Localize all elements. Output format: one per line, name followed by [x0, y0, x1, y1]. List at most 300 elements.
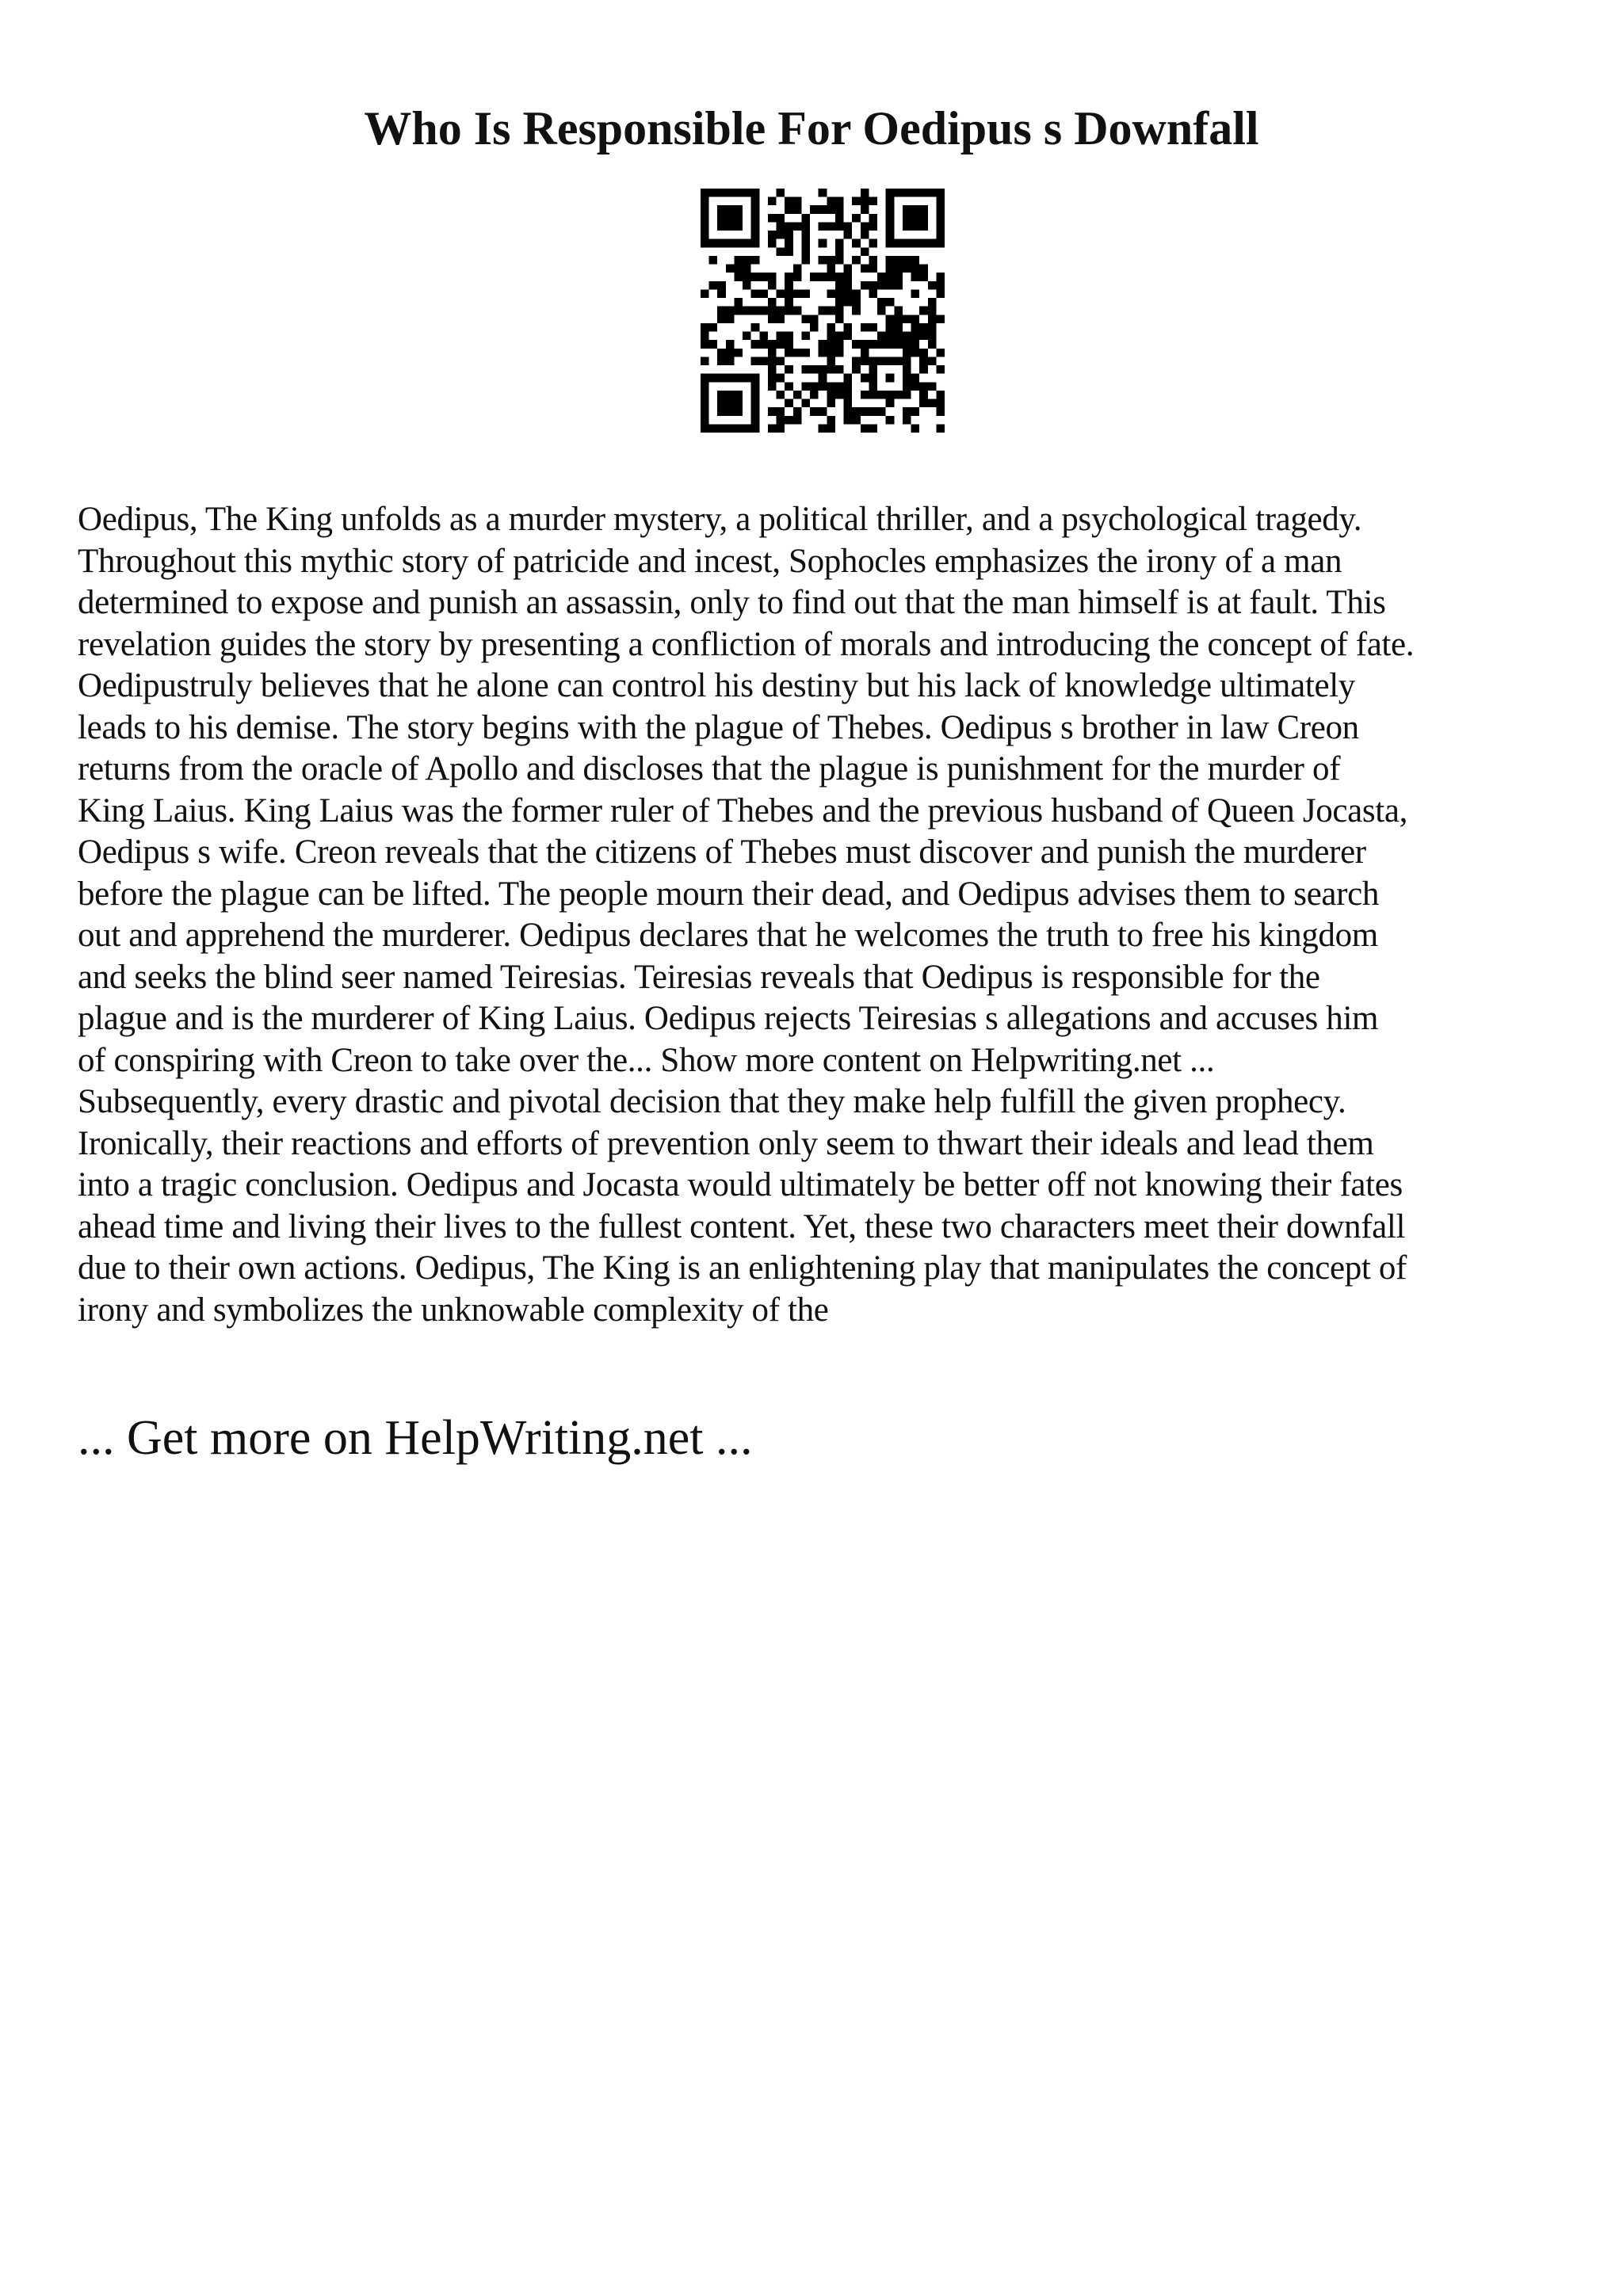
- qr-module: [936, 273, 945, 281]
- qr-module: [768, 374, 777, 383]
- qr-module: [768, 357, 777, 365]
- qr-module: [793, 407, 802, 416]
- qr-module: [911, 382, 920, 391]
- qr-module: [844, 265, 853, 273]
- qr-module: [701, 399, 709, 408]
- qr-module: [717, 281, 726, 290]
- qr-module: [709, 374, 718, 383]
- qr-module: [785, 307, 793, 315]
- qr-module: [936, 231, 945, 239]
- qr-module: [734, 214, 743, 223]
- qr-module: [785, 298, 793, 307]
- qr-module: [768, 315, 777, 323]
- qr-module: [928, 399, 937, 408]
- body-line: Throughout this mythic story of patricide and incest, Sophocles emphasizes the irony of a man: [78, 542, 1342, 580]
- qr-module: [936, 239, 945, 248]
- qr-module: [701, 197, 709, 206]
- qr-module: [869, 222, 877, 231]
- qr-module: [777, 374, 785, 383]
- qr-module: [886, 374, 895, 383]
- qr-module: [886, 222, 895, 231]
- qr-module: [777, 340, 785, 349]
- qr-module: [835, 315, 844, 323]
- qr-module: [801, 365, 810, 374]
- qr-module: [701, 222, 709, 231]
- qr-module: [827, 349, 835, 357]
- qr-module: [928, 382, 937, 391]
- qr-module: [903, 189, 911, 197]
- qr-module: [785, 222, 793, 231]
- qr-module: [835, 281, 844, 290]
- qr-module: [785, 239, 793, 248]
- qr-module: [919, 214, 928, 223]
- qr-module: [793, 205, 802, 214]
- qr-module: [827, 340, 835, 349]
- qr-module: [835, 391, 844, 399]
- qr-module: [726, 340, 735, 349]
- qr-module: [886, 205, 895, 214]
- qr-module: [819, 273, 827, 281]
- qr-module: [701, 407, 709, 416]
- qr-module: [759, 340, 768, 349]
- qr-module: [835, 365, 844, 374]
- qr-module: [726, 391, 735, 399]
- qr-module: [734, 407, 743, 416]
- qr-module: [768, 365, 777, 374]
- qr-module: [743, 273, 751, 281]
- qr-module: [751, 340, 760, 349]
- qr-module: [928, 307, 937, 315]
- qr-module: [919, 382, 928, 391]
- qr-module: [852, 197, 861, 206]
- qr-module: [894, 323, 903, 332]
- qr-module: [827, 273, 835, 281]
- qr-module: [785, 205, 793, 214]
- qr-module: [810, 391, 819, 399]
- qr-module: [793, 197, 802, 206]
- qr-module: [819, 365, 827, 374]
- qr-module: [777, 357, 785, 365]
- qr-module: [777, 424, 785, 433]
- qr-module: [734, 399, 743, 408]
- qr-module: [919, 205, 928, 214]
- qr-module: [785, 247, 793, 256]
- qr-module: [801, 349, 810, 357]
- qr-module: [734, 189, 743, 197]
- qr-module: [701, 391, 709, 399]
- qr-module: [936, 365, 945, 374]
- qr-module: [768, 214, 777, 223]
- qr-module: [903, 256, 911, 265]
- qr-module: [819, 256, 827, 265]
- qr-module: [844, 231, 853, 239]
- qr-module: [936, 391, 945, 399]
- qr-module: [768, 239, 777, 248]
- qr-module: [709, 256, 718, 265]
- qr-module: [861, 374, 869, 383]
- qr-module: [751, 222, 760, 231]
- qr-module: [877, 273, 886, 281]
- qr-module: [911, 205, 920, 214]
- qr-module: [903, 315, 911, 323]
- qr-module: [861, 407, 869, 416]
- body-line: determined to expose and punish an assassin, only to find out that the man himself is at fault. This: [78, 584, 1386, 621]
- qr-module: [911, 256, 920, 265]
- qr-module: [861, 391, 869, 399]
- qr-module: [785, 365, 793, 374]
- qr-module: [827, 323, 835, 332]
- qr-module: [894, 239, 903, 248]
- qr-module: [894, 315, 903, 323]
- qr-module: [751, 256, 760, 265]
- qr-module: [734, 298, 743, 307]
- qr-module: [903, 391, 911, 399]
- qr-module: [785, 273, 793, 281]
- body-line: ahead time and living their lives to the fullest content. Yet, these two characters meet their downfall: [78, 1207, 1406, 1245]
- qr-module: [751, 323, 760, 332]
- qr-module: [835, 256, 844, 265]
- qr-module: [827, 399, 835, 408]
- qr-module: [777, 231, 785, 239]
- qr-module: [827, 256, 835, 265]
- qr-module: [911, 214, 920, 223]
- qr-module: [861, 349, 869, 357]
- qr-module: [793, 273, 802, 281]
- qr-module: [751, 197, 760, 206]
- qr-module: [886, 256, 895, 265]
- qr-module: [911, 332, 920, 341]
- qr-module: [869, 365, 877, 374]
- qr-module: [717, 349, 726, 357]
- qr-module: [861, 357, 869, 365]
- qr-module: [726, 349, 735, 357]
- qr-module: [861, 265, 869, 273]
- qr-module: [717, 357, 726, 365]
- qr-module: [819, 205, 827, 214]
- qr-module: [801, 247, 810, 256]
- qr-module: [861, 197, 869, 206]
- qr-module: [835, 382, 844, 391]
- qr-module: [726, 315, 735, 323]
- qr-module: [827, 222, 835, 231]
- qr-module: [877, 307, 886, 315]
- qr-module: [743, 332, 751, 341]
- qr-module: [827, 205, 835, 214]
- qr-module: [717, 399, 726, 408]
- qr-module: [793, 349, 802, 357]
- qr-module: [911, 407, 920, 416]
- qr-module: [919, 307, 928, 315]
- body-line: before the plague can be lifted. The people mourn their dead, and Oedipus advises them to search: [78, 875, 1380, 913]
- qr-module: [861, 424, 869, 433]
- qr-module: [726, 214, 735, 223]
- qr-module: [903, 416, 911, 425]
- qr-module: [894, 340, 903, 349]
- qr-module: [785, 399, 793, 408]
- qr-module: [777, 247, 785, 256]
- qr-module: [743, 265, 751, 273]
- qr-module: [936, 222, 945, 231]
- qr-module: [844, 382, 853, 391]
- qr-module: [751, 239, 760, 248]
- qr-module: [903, 340, 911, 349]
- qr-module: [886, 189, 895, 197]
- qr-module: [886, 315, 895, 323]
- qr-module: [768, 231, 777, 239]
- get-more-link[interactable]: ... Get more on HelpWriting.net ...: [78, 1411, 753, 1465]
- qr-module: [835, 239, 844, 248]
- body-line: and seeks the blind seer named Teiresias. Teiresias reveals that Oedipus is responsible for the: [78, 958, 1320, 996]
- qr-module: [928, 332, 937, 341]
- qr-module: [810, 365, 819, 374]
- qr-module: [894, 332, 903, 341]
- qr-module: [852, 407, 861, 416]
- qr-module: [919, 323, 928, 332]
- body-line: Oedipustruly believes that he alone can control his destiny but his lack of knowledge ultimately: [78, 667, 1355, 704]
- qr-module: [886, 416, 895, 425]
- qr-module: [785, 281, 793, 290]
- qr-module: [785, 289, 793, 298]
- qr-module: [717, 391, 726, 399]
- qr-module: [801, 315, 810, 323]
- qr-module: [751, 374, 760, 383]
- qr-module: [785, 340, 793, 349]
- qr-module: [785, 349, 793, 357]
- qr-module: [768, 197, 777, 206]
- qr-module: [717, 407, 726, 416]
- qr-module: [835, 298, 844, 307]
- qr-module: [709, 281, 718, 290]
- qr-module: [777, 214, 785, 223]
- qr-module: [894, 273, 903, 281]
- qr-module: [819, 382, 827, 391]
- qr-module: [936, 424, 945, 433]
- qr-module: [768, 273, 777, 281]
- qr-module: [869, 424, 877, 433]
- qr-module: [928, 189, 937, 197]
- qr-module: [886, 298, 895, 307]
- qr-module: [801, 214, 810, 223]
- qr-module: [819, 424, 827, 433]
- qr-module: [903, 374, 911, 383]
- qr-module: [835, 340, 844, 349]
- qr-module: [785, 197, 793, 206]
- qr-module: [852, 214, 861, 223]
- qr-module: [835, 205, 844, 214]
- qr-module: [919, 357, 928, 365]
- qr-module: [751, 416, 760, 425]
- qr-module: [844, 289, 853, 298]
- qr-module: [717, 289, 726, 298]
- qr-module: [717, 374, 726, 383]
- qr-module: [734, 222, 743, 231]
- qr-module: [793, 289, 802, 298]
- qr-module: [751, 231, 760, 239]
- qr-module: [819, 239, 827, 248]
- qr-module: [717, 222, 726, 231]
- qr-module: [877, 298, 886, 307]
- qr-module: [844, 374, 853, 383]
- qr-module: [801, 399, 810, 408]
- qr-module: [793, 265, 802, 273]
- qr-module: [835, 273, 844, 281]
- qr-module: [886, 332, 895, 341]
- qr-module: [793, 416, 802, 425]
- qr-module: [819, 407, 827, 416]
- qr-module: [869, 281, 877, 290]
- qr-module: [751, 189, 760, 197]
- qr-module: [827, 416, 835, 425]
- qr-module: [759, 273, 768, 281]
- body-line: Ironically, their reactions and efforts of prevention only seem to thwart their ideals and lead them: [78, 1124, 1374, 1162]
- qr-module: [717, 214, 726, 223]
- qr-module: [827, 382, 835, 391]
- qr-module: [819, 189, 827, 197]
- qr-module: [835, 222, 844, 231]
- qr-module: [919, 189, 928, 197]
- qr-module: [894, 281, 903, 290]
- qr-module: [877, 281, 886, 290]
- qr-module: [919, 391, 928, 399]
- qr-module: [819, 222, 827, 231]
- qr-module: [894, 189, 903, 197]
- qr-module: [709, 239, 718, 248]
- qr-module: [844, 298, 853, 307]
- qr-module: [928, 357, 937, 365]
- qr-module: [768, 382, 777, 391]
- qr-module: [886, 265, 895, 273]
- qr-module: [928, 315, 937, 323]
- qr-module: [726, 407, 735, 416]
- qr-module: [911, 189, 920, 197]
- qr-module: [785, 416, 793, 425]
- body-line: irony and symbolizes the unknowable complexity of the: [78, 1291, 829, 1329]
- qr-module: [801, 231, 810, 239]
- qr-module: [743, 189, 751, 197]
- qr-module: [852, 365, 861, 374]
- body-line: due to their own actions. Oedipus, The King is an enlightening play that manipulates the concept of: [78, 1249, 1407, 1287]
- qr-module: [852, 357, 861, 365]
- qr-module: [911, 239, 920, 248]
- qr-module: [709, 323, 718, 332]
- qr-module: [701, 289, 709, 298]
- qr-module: [835, 289, 844, 298]
- qr-module: [777, 189, 785, 197]
- qr-module: [869, 239, 877, 248]
- qr-module: [869, 214, 877, 223]
- qr-module: [852, 307, 861, 315]
- qr-module: [701, 214, 709, 223]
- qr-module: [777, 416, 785, 425]
- qr-module: [819, 340, 827, 349]
- qr-module: [861, 247, 869, 256]
- qr-module: [886, 273, 895, 281]
- qr-module: [936, 214, 945, 223]
- qr-module: [936, 407, 945, 416]
- qr-module: [734, 349, 743, 357]
- qr-module: [844, 391, 853, 399]
- body-text: [78, 499, 1568, 1331]
- qr-module: [701, 323, 709, 332]
- qr-module: [877, 332, 886, 341]
- qr-module: [911, 315, 920, 323]
- body-line: Oedipus, The King unfolds as a murder mystery, a political thriller, and a psychological tragedy.: [78, 501, 1362, 538]
- qr-module: [717, 189, 726, 197]
- qr-module: [903, 265, 911, 273]
- qr-module: [877, 407, 886, 416]
- qr-module: [827, 357, 835, 365]
- qr-module: [717, 239, 726, 248]
- qr-module: [835, 307, 844, 315]
- qr-module: [726, 222, 735, 231]
- qr-module: [819, 307, 827, 315]
- qr-module: [886, 231, 895, 239]
- qr-module: [768, 281, 777, 290]
- qr-module: [768, 340, 777, 349]
- qr-module: [777, 307, 785, 315]
- qr-module: [810, 323, 819, 332]
- qr-module: [777, 289, 785, 298]
- qr-module: [936, 205, 945, 214]
- qr-module: [785, 382, 793, 391]
- qr-module: [743, 374, 751, 383]
- qr-module: [709, 340, 718, 349]
- qr-module: [701, 424, 709, 433]
- qr-module: [861, 222, 869, 231]
- qr-module: [894, 391, 903, 399]
- qr-module: [936, 281, 945, 290]
- body-line: King Laius. King Laius was the former ruler of Thebes and the previous husband of Queen Jocasta,: [78, 791, 1407, 830]
- qr-module: [844, 416, 853, 425]
- body-line: revelation guides the story by presenting a confliction of morals and introducing the concept of fate.: [78, 625, 1415, 663]
- qr-module: [701, 357, 709, 365]
- qr-module: [861, 231, 869, 239]
- qr-module: [928, 323, 937, 332]
- qr-module: [751, 391, 760, 399]
- qr-module: [936, 189, 945, 197]
- qr-module: [734, 205, 743, 214]
- qr-module: [911, 340, 920, 349]
- qr-module: [835, 247, 844, 256]
- qr-module: [844, 281, 853, 290]
- qr-module: [869, 340, 877, 349]
- qr-module: [751, 407, 760, 416]
- qr-module: [717, 307, 726, 315]
- qr-module: [911, 222, 920, 231]
- qr-module: [701, 231, 709, 239]
- qr-module: [827, 391, 835, 399]
- qr-module: [852, 289, 861, 298]
- qr-module: [819, 349, 827, 357]
- qr-module: [844, 273, 853, 281]
- qr-module: [734, 239, 743, 248]
- qr-module: [751, 289, 760, 298]
- body-line: out and apprehend the murderer. Oedipus declares that he welcomes the truth to free his kingdom: [78, 917, 1378, 954]
- qr-module: [844, 407, 853, 416]
- qr-module: [903, 365, 911, 374]
- qr-module: [886, 357, 895, 365]
- qr-module: [777, 391, 785, 399]
- qr-module: [810, 315, 819, 323]
- qr-module: [869, 357, 877, 365]
- qr-module: [835, 349, 844, 357]
- qr-module: [701, 382, 709, 391]
- qr-module: [869, 391, 877, 399]
- qr-module: [827, 332, 835, 341]
- qr-module: [852, 416, 861, 425]
- body-line: returns from the oracle of Apollo and discloses that the plague is punishment for the murder of: [78, 750, 1341, 788]
- qr-module: [903, 357, 911, 365]
